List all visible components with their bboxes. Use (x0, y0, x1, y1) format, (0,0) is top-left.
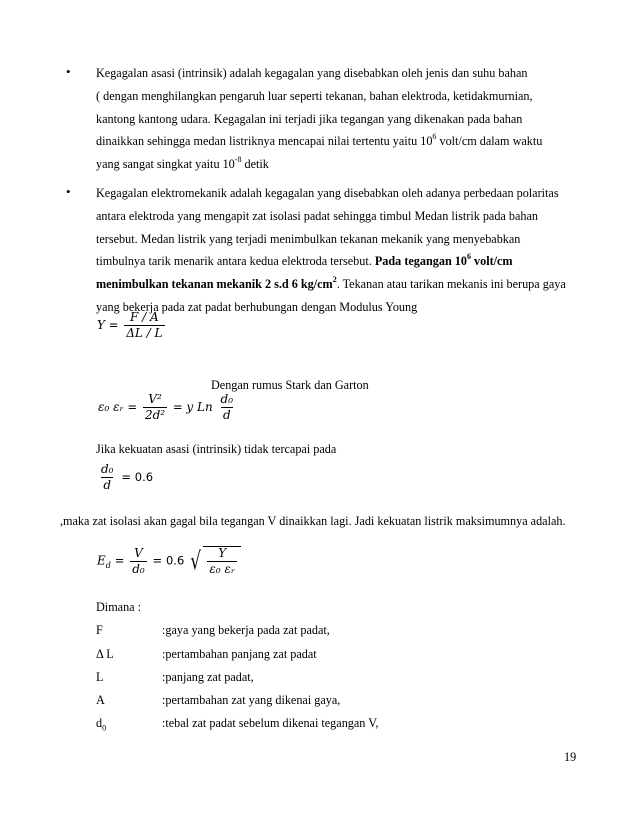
paragraph-line: Kegagalan elektromekanik adalah kegagalan yang disebabkan oleh adanya perbedaan polaritas (96, 186, 559, 200)
paragraph-line: ( dengan menghilangkan pengaruh luar seperti tekanan, bahan elektroda, ketidakmurnian, (96, 88, 533, 103)
legend-term: F (96, 623, 103, 637)
legend-term: A (96, 693, 105, 707)
equation-thickness-ratio: $\frac{\text{d₀}}{d}$ = 0.6 (101, 462, 154, 492)
legend-description: :tebal zat padat sebelum dikenai tegangan V, (162, 716, 379, 730)
bullet-marker-1: • (66, 64, 71, 79)
legend-description: :pertambahan panjang zat padat (162, 647, 317, 661)
legend-term: Δ L (96, 647, 114, 661)
legend-description: :panjang zat padat, (162, 670, 254, 684)
legend-term: L (96, 670, 104, 684)
fraction-denominator: d (222, 408, 231, 422)
equation-young-modulus: Y = $\frac{F / A}{\Delta L / L}$ (97, 310, 163, 340)
paragraph-line: timbulnya tarik menarik antara kedua elektroda tersebut. Pada tegangan $10^6$ volt/cm (96, 252, 513, 269)
equation-max-electric-strength: $E_d$ = $\frac{V}{\text{d₀}}$ = 0.6 √ $\frac{Y}{\text{ε₀ εᵣ}}$ (97, 546, 241, 576)
fraction-numerator: d₀ (220, 392, 234, 406)
fraction-numerator: V² (148, 392, 162, 406)
paragraph-line: Kegagalan asasi (intrinsik) adalah kegagalan yang disebabkan oleh jenis dan suhu bahan (96, 66, 528, 80)
conclusion-text: ,maka zat isolasi akan gagal bila tegangan V dinaikkan lagi. Jadi kekuatan listrik maksimumnya adalah. (60, 514, 566, 528)
paragraph-electromechanical-breakdown (96, 182, 596, 319)
bullet-marker-2: • (66, 184, 71, 199)
fraction-denominator: d (103, 478, 112, 492)
paragraph-line: dinaikkan sehingga medan listriknya mencapai nilai tertentu yaitu $10^6$ volt/cm dalam waktu (96, 132, 543, 149)
paragraph-line: menimbulkan tekanan mekanik 2 s.d 6 $kg/cm^2$. Tekanan atau tarikan mekanis ini berupa gaya (96, 275, 566, 292)
paragraph-line: antara elektroda yang mengapit zat isolasi padat sehingga timbul Medan listrik pada bahan (96, 208, 538, 223)
equation-stark-garton: ε₀ εᵣ = $\frac{\text{V²}}{\text{2d²}}$ = y Ln $\frac{\text{d₀}}{d}$ (98, 392, 234, 422)
fraction-numerator: F / A (130, 310, 159, 324)
fraction-numerator: d₀ (101, 462, 114, 476)
square-root: √ $\frac{Y}{\text{ε₀ εᵣ}}$ (188, 546, 241, 576)
stark-garton-caption: Dengan rumus Stark dan Garton (211, 378, 369, 392)
paragraph-line: yang bekerja pada zat padat berhubungan dengan Modulus Young (96, 299, 418, 314)
paragraph-line: tersebut. Medan listrik yang terjadi menimbulkan tekanan mekanik yang menyebabkan (96, 231, 521, 246)
legend-description: :pertambahan zat yang dikenai gaya, (162, 693, 341, 707)
fraction-denominator: ΔL / L (126, 326, 163, 340)
legend-heading: Dimana : (96, 600, 142, 614)
legend-term: $d_0$ (96, 716, 107, 733)
fraction-denominator: d₀ (132, 561, 145, 576)
paragraph-line: kantong kantong udara. Kegagalan ini terjadi jika tegangan yang dikenakan pada bahan (96, 111, 523, 126)
page-number: 19 (564, 750, 577, 764)
paragraph-intrinsic-breakdown (96, 62, 596, 176)
intrinsic-condition-text: Jika kekuatan asasi (intrinsik) tidak tercapai pada (96, 442, 337, 456)
fraction-numerator: V (134, 545, 143, 560)
paragraph-line: yang sangat singkat yaitu $10^{-8}$ detik (96, 155, 269, 172)
fraction-denominator: 2d² (144, 408, 166, 422)
legend-description: :gaya yang bekerja pada zat padat, (162, 623, 330, 637)
fraction-denominator: ε₀ εᵣ (209, 562, 236, 576)
fraction-numerator: Y (218, 546, 227, 560)
